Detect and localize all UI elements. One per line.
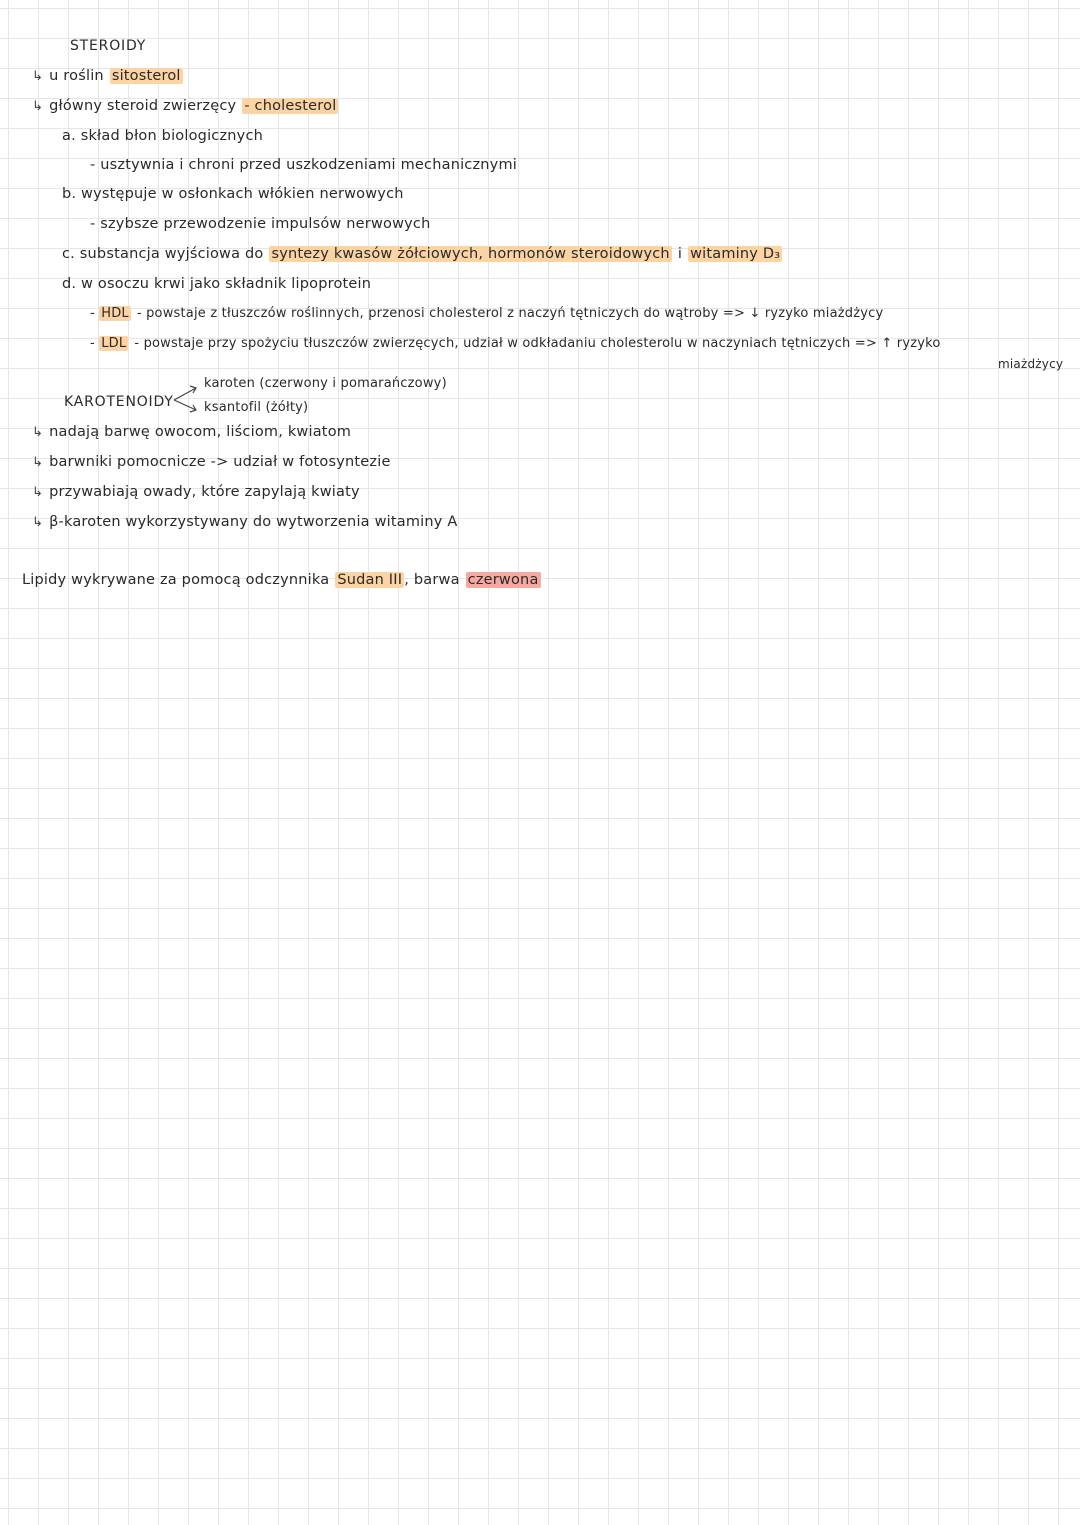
steroidy-heading: STEROIDY [70, 38, 147, 54]
item-b-detail: - szybsze przewodzenie impulsów nerwowych [90, 216, 431, 232]
item-a-detail: - usztywnia i chroni przed uszkodzeniami mechanicznymi [90, 157, 518, 173]
karotenoid-item-pigments: ↳ barwniki pomocnicze -> udział w fotosyntezie [32, 454, 391, 470]
ldl-line-continuation: miażdżycy [998, 357, 1064, 371]
highlight-sitosterol: sitosterol [111, 68, 181, 84]
karotenoid-item-color: ↳ nadają barwę owocom, liściom, kwiatom [32, 424, 352, 440]
item-d: d. w osoczu krwi jako składnik lipoprotein [62, 276, 372, 292]
split-arrows-icon [172, 382, 200, 418]
item-c: c. substancja wyjściowa do syntezy kwasów żółciowych, hormonów steroidowych i witaminy D₃ [62, 246, 781, 262]
arrow-icon: ↳ [32, 69, 44, 84]
karotenoid-item-vitamin-a: ↳ β-karoten wykorzystywany do wytworzenia witaminy A [32, 514, 458, 530]
highlight-sudan: Sudan III [337, 572, 403, 588]
arrow-icon: ↳ [32, 99, 44, 114]
karotenoidy-heading: KAROTENOIDY [64, 394, 174, 410]
item-a: a. skład błon biologicznych [62, 128, 264, 144]
highlight-hdl: HDL [101, 306, 129, 321]
hdl-line: - HDL - powstaje z tłuszczów roślinnych, przenosi cholesterol z naczyń tętniczych do wątroby => ↓ ryzyko miażdżycy [90, 306, 884, 321]
karotenoid-item-insects: ↳ przywabiają owady, które zapylają kwiaty [32, 484, 360, 500]
arrow-icon: ↳ [32, 455, 44, 470]
arrow-icon: ↳ [32, 485, 44, 500]
karoten-branch: karoten (czerwony i pomarańczowy) [204, 376, 447, 391]
steroid-bullet-plants: ↳ u roślin sitosterol [32, 68, 181, 84]
ksantofil-branch: ksantofil (żółty) [204, 400, 309, 415]
highlight-red: czerwona [467, 572, 539, 588]
item-b: b. występuje w osłonkach włókien nerwowych [62, 186, 404, 202]
highlight-cholesterol: - cholesterol [244, 98, 337, 114]
highlight-vitamin-d3: witaminy D₃ [690, 246, 781, 262]
arrow-icon: ↳ [32, 425, 44, 440]
ldl-line: - LDL - powstaje przy spożyciu tłuszczów zwierzęcych, udział w odkładaniu cholesterolu w naczyniach tętniczych => ↑ ryzyko [90, 336, 941, 351]
lipidy-line: Lipidy wykrywane za pomocą odczynnika Sudan III , barwa czerwona [22, 572, 539, 588]
steroid-bullet-animal: ↳ główny steroid zwierzęcy - cholesterol [32, 98, 337, 114]
highlight-synthesis: syntezy kwasów żółciowych, hormonów steroidowych [271, 246, 670, 262]
arrow-icon: ↳ [32, 515, 44, 530]
highlight-ldl: LDL [101, 336, 127, 351]
